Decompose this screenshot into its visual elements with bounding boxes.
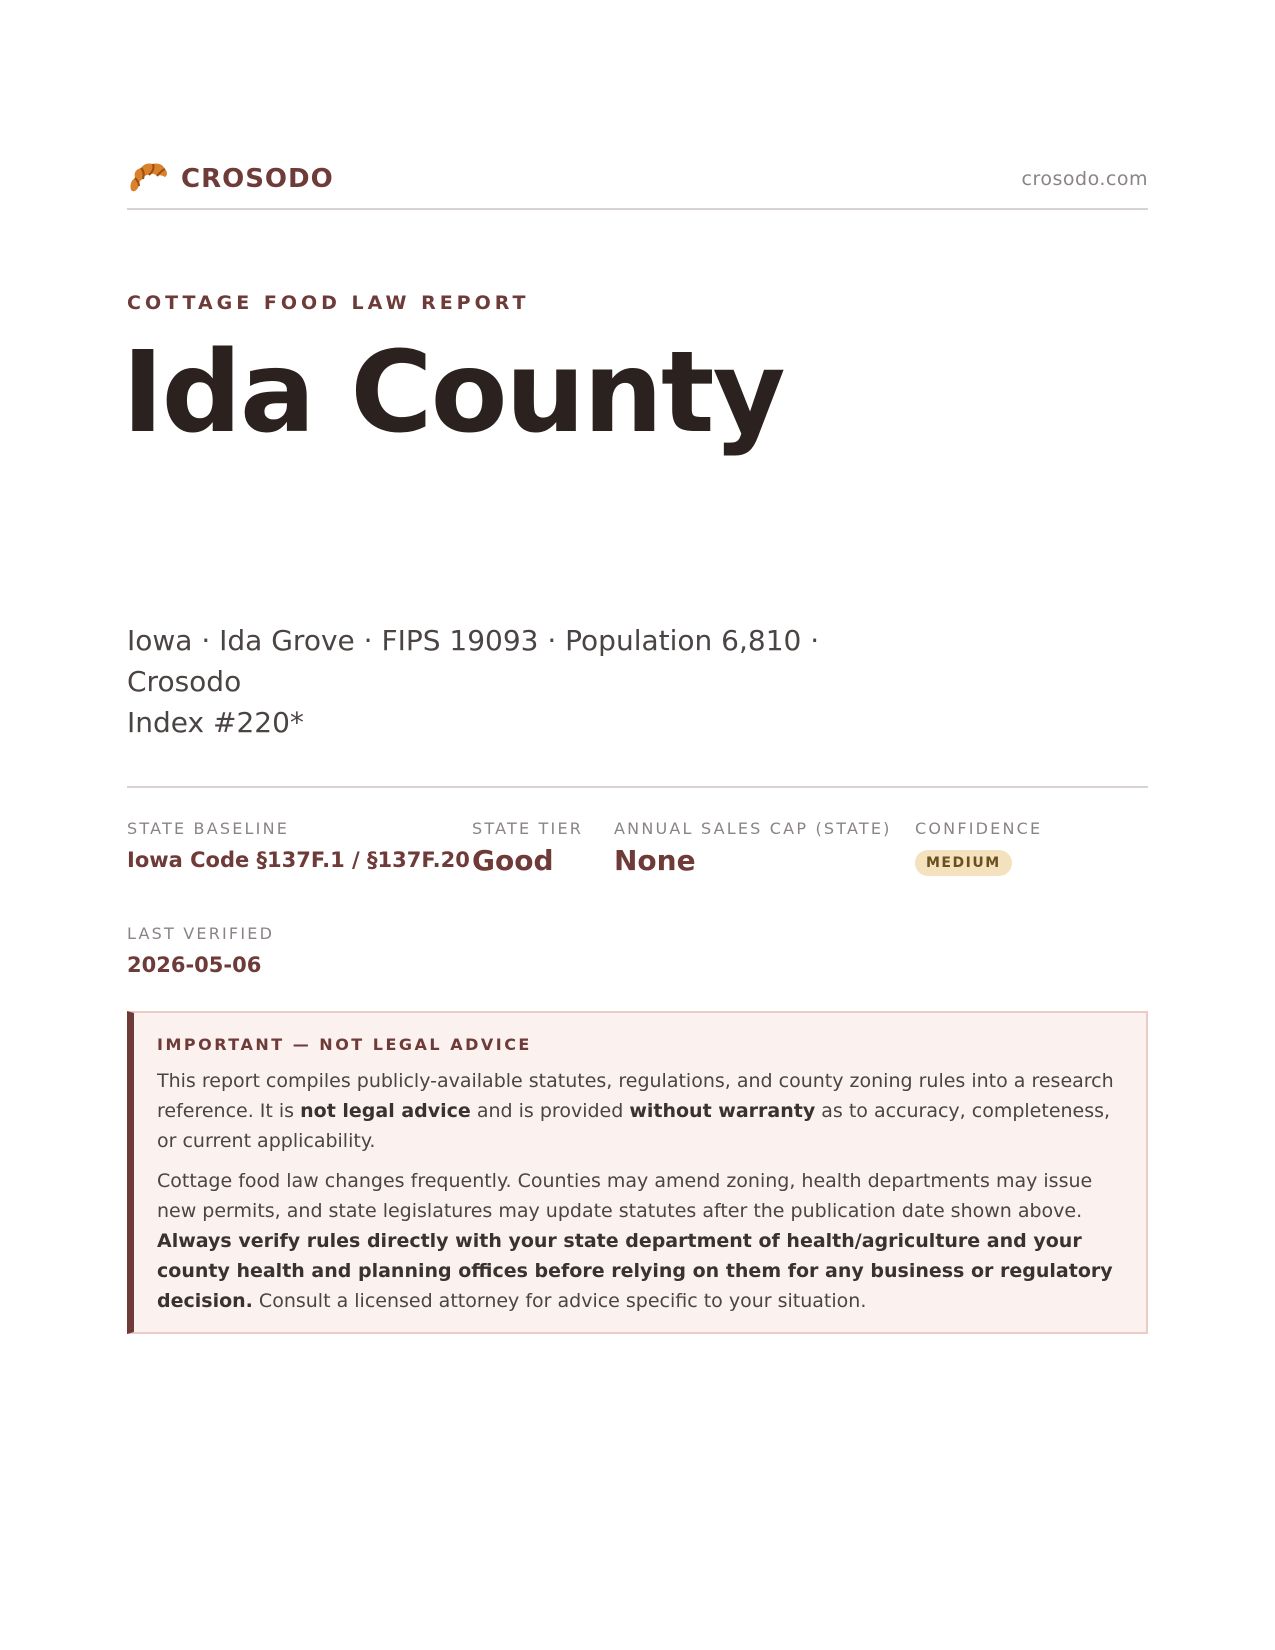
brand-name: CROSODO (181, 164, 334, 194)
notice-emphasis: without warranty (629, 1100, 816, 1122)
stat-label: STATE TIER (472, 819, 584, 838)
stat-label: STATE BASELINE (127, 819, 290, 838)
stat-confidence (915, 819, 1042, 876)
notice-emphasis: Always verify rules directly with your state department of health/agriculture and your county health and planning offices before relying on them for any business or regulatory decision. (157, 1230, 1113, 1312)
croissant-icon (127, 160, 169, 198)
stat-state-baseline (127, 819, 470, 872)
notice-text: This report compiles publicly-available statutes, regulations, and county zoning rules into a research reference. It is (157, 1070, 1114, 1122)
stat-state-tier (472, 819, 583, 877)
stat-sales-cap (614, 819, 892, 877)
stat-label: CONFIDENCE (915, 819, 1043, 838)
notice-paragraph-2 (157, 1166, 1120, 1316)
subtitle-line-2: Index #220* (127, 706, 304, 739)
stat-label: LAST VERIFIED (127, 924, 275, 943)
notice-text: and is provided (470, 1100, 630, 1122)
subtitle-line-1: Iowa · Ida Grove · FIPS 19093 · Population 6,810 · Crosodo (127, 624, 820, 698)
stat-value: None (614, 844, 696, 877)
brand[interactable] (127, 160, 334, 198)
stat-value: 2026-05-06 (127, 953, 262, 977)
notice-paragraph-1 (157, 1066, 1120, 1156)
notice-text: as to accuracy, completeness, or current applicability. (157, 1100, 1111, 1152)
stat-value: Good (472, 844, 554, 877)
page-header (127, 158, 1148, 210)
confidence-badge: MEDIUM (915, 850, 1012, 876)
notice-text: Cottage food law changes frequently. Counties may amend zoning, health departments may issue new permits, and state legislatures may update statutes after the publication date shown above. (157, 1170, 1093, 1222)
notice-text: Consult a licensed attorney for advice specific to your situation. (252, 1290, 867, 1312)
stat-label: ANNUAL SALES CAP (STATE) (614, 819, 892, 838)
legal-notice (127, 1011, 1148, 1334)
stat-last-verified (127, 924, 274, 977)
site-domain-link[interactable]: crosodo.com (1021, 168, 1148, 190)
report-subtitle (127, 620, 927, 743)
page-title: Ida County (122, 328, 784, 458)
report-eyebrow: COTTAGE FOOD LAW REPORT (127, 292, 530, 314)
notice-title: IMPORTANT — NOT LEGAL ADVICE (157, 1035, 532, 1054)
notice-emphasis: not legal advice (300, 1100, 471, 1122)
stat-value: Iowa Code §137F.1 / §137F.20 (127, 848, 470, 872)
section-divider (127, 786, 1148, 788)
